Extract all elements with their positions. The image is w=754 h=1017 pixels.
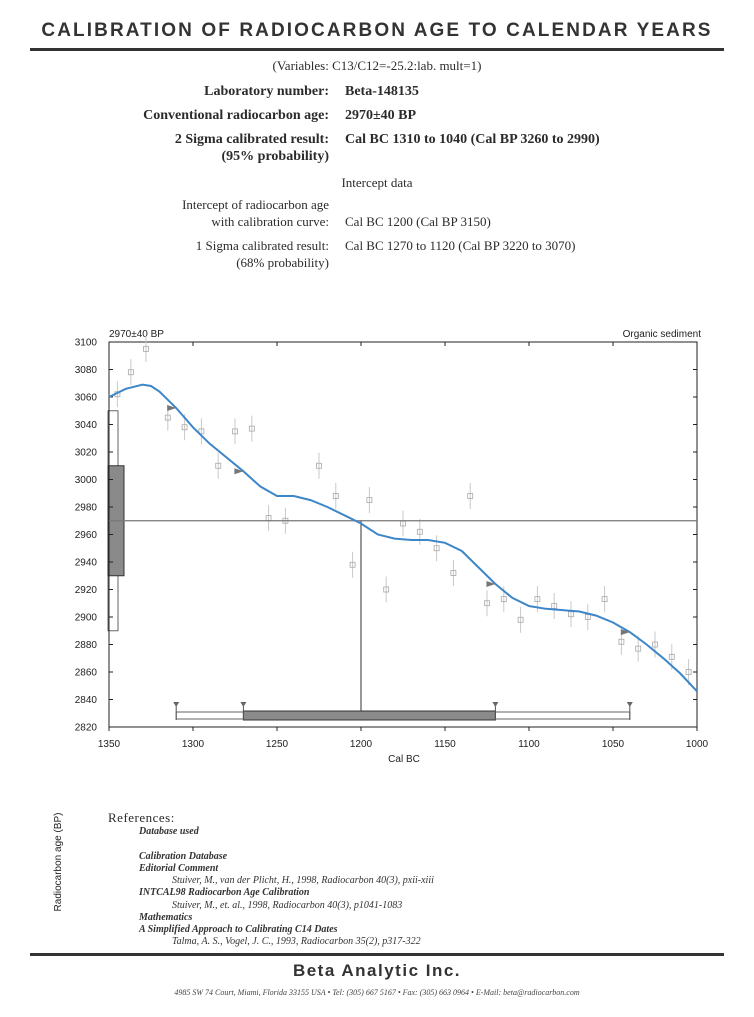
intercept-value: Cal BC 1200 (Cal BP 3150) — [345, 214, 491, 229]
variables-line: (Variables: C13/C12=-25.2:lab. mult=1) — [272, 58, 482, 73]
y-tick-label: 3080 — [74, 365, 97, 376]
lab-number-label: Laboratory number: — [204, 84, 329, 99]
sigma1-label: 1 Sigma calibrated result: — [195, 238, 329, 253]
intercept-label-line2: with calibration curve: — [211, 214, 329, 229]
y-tick-label: 2980 — [74, 502, 97, 514]
one-sigma-calendar-range — [243, 711, 495, 720]
x-tick-label: 1000 — [685, 739, 709, 750]
sigma1-probability: (68% probability) — [236, 255, 329, 270]
ref-simplified-approach: A Simplified Approach to Calibrating C14 Dates — [139, 924, 338, 935]
x-axis-ticks — [98, 342, 709, 750]
company-name: Beta Analytic Inc. — [292, 961, 462, 980]
range-end-arrow — [240, 702, 246, 707]
references-heading: References: — [108, 810, 175, 825]
range-end-arrow — [492, 702, 498, 707]
x-tick-label: 1200 — [349, 739, 373, 750]
range-end-arrow — [627, 702, 633, 707]
sigma1-value: Cal BC 1270 to 1120 (Cal BP 3220 to 3070) — [345, 238, 576, 253]
calendar-range-bars — [176, 711, 630, 720]
x-tick-label: 1250 — [265, 739, 289, 750]
intercept-label-line1: Intercept of radiocarbon age — [182, 197, 329, 212]
sigma2-probability: (95% probability) — [221, 149, 329, 164]
y-tick-label: 3000 — [74, 475, 97, 486]
conventional-age-label: Conventional radiocarbon age: — [143, 108, 329, 123]
y-tick-label: 3060 — [74, 392, 97, 404]
x-tick-label: 1050 — [601, 739, 625, 750]
range-end-arrow — [173, 702, 179, 707]
calibration-data-points — [115, 336, 691, 685]
ref-calibration-database: Calibration Database — [139, 851, 228, 862]
x-tick-label: 1350 — [97, 739, 121, 750]
y-tick-label: 3040 — [74, 420, 97, 431]
ref-citation-3: Talma, A. S., Vogel, J. C., 1993, Radiocarbon 35(2), p317-322 — [172, 936, 421, 947]
title-rule — [30, 48, 724, 51]
y-tick-label: 2820 — [74, 722, 97, 734]
y-tick-label: 3020 — [74, 447, 97, 459]
y-tick-label: 2920 — [74, 585, 97, 596]
page-title: CALIBRATION OF RADIOCARBON AGE TO CALENDAR YEARS — [41, 20, 713, 41]
lab-number-value: Beta-148135 — [345, 84, 419, 99]
sigma2-value: Cal BC 1310 to 1040 (Cal BP 3260 to 2990) — [345, 132, 600, 147]
y-tick-label: 2840 — [74, 695, 97, 706]
footer-rule — [30, 953, 724, 956]
y-axis-label: Radiocarbon age (BP) — [53, 812, 64, 912]
chart-title-left: 2970±40 BP — [109, 329, 164, 340]
x-tick-label: 1300 — [181, 739, 205, 750]
ref-citation-2: Stuiver, M., et. al., 1998, Radiocarbon 40(3), p1041-1083 — [172, 900, 403, 911]
y-tick-label: 2880 — [74, 640, 97, 651]
ref-editorial-comment: Editorial Comment — [139, 863, 219, 874]
x-axis-label: Cal BC — [388, 754, 420, 765]
sigma2-label: 2 Sigma calibrated result: — [174, 132, 329, 147]
ref-citation-1: Stuiver, M., van der Plicht, H., 1998, Radiocarbon 40(3), pxii-xiii — [172, 875, 434, 886]
ref-intcal98: INTCAL98 Radiocarbon Age Calibration — [139, 887, 310, 898]
company-address: 4985 SW 74 Court, Miami, Florida 33155 USA • Tel: (305) 667 5167 • Fax: (305) 663 0964 • E-Mail: beta@radiocarbon.com — [174, 988, 580, 997]
y-tick-label: 3100 — [74, 337, 97, 349]
calibration-curve — [109, 385, 697, 692]
y-tick-label: 2940 — [74, 557, 97, 569]
x-tick-label: 1100 — [518, 739, 540, 750]
conventional-age-value: 2970±40 BP — [345, 108, 417, 123]
ref-mathematics: Mathematics — [139, 912, 193, 923]
y-tick-label: 2960 — [74, 530, 97, 541]
curve-range-markers — [167, 405, 630, 635]
chart-title-right: Organic sediment — [622, 329, 701, 340]
intercept-heading: Intercept data — [341, 175, 413, 190]
y-tick-label: 2900 — [74, 612, 97, 624]
y-tick-label: 2860 — [74, 667, 97, 679]
x-tick-label: 1150 — [434, 739, 456, 750]
ref-database-used: Database used — [139, 826, 199, 837]
